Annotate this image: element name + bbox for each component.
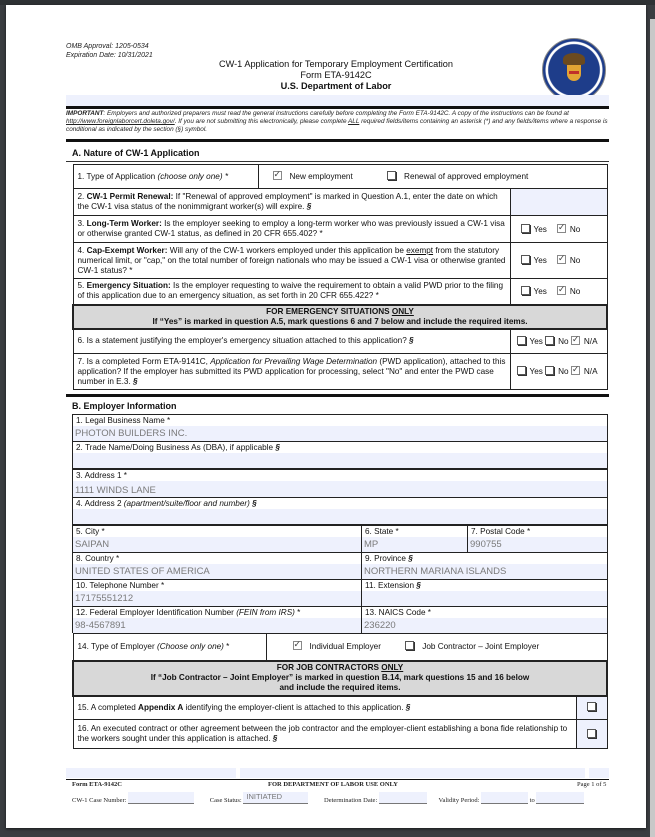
q14-options	[266, 634, 607, 661]
postal-code-field	[467, 525, 608, 552]
legal-business-name-field	[72, 414, 608, 441]
shield-icon	[567, 65, 581, 81]
validity-from-input[interactable]	[481, 792, 528, 804]
address2-input[interactable]	[73, 509, 607, 524]
state-input[interactable]: MP	[362, 537, 467, 552]
job-contractor-checkbox[interactable]	[405, 641, 414, 650]
section-b-table	[72, 633, 608, 749]
q15-text: 15. A completed Appendix A identifying the employer-client is attached to this application. §	[73, 696, 576, 720]
all-emphasis: ALL	[348, 118, 360, 125]
footer-fill-strip[interactable]	[66, 768, 236, 778]
form-title: CW-1 Application for Temporary Employment Certification	[218, 59, 454, 69]
expiration-date: Expiration Date: 10/31/2021	[66, 52, 153, 59]
field-label: 13. NAICS Code *	[362, 607, 607, 618]
individual-employer-option[interactable]: ✓ Individual Employer	[293, 642, 381, 651]
city-input[interactable]: SAIPAN	[73, 537, 361, 552]
divider	[66, 161, 609, 162]
q4-text: 4. Cap-Exempt Worker: Will any of the CW-1 workers employed under this application be exempt from the statutory numerical limit, or "cap," on the total number of foreign nationals who may be issued a CW-1 visa or otherwise granted CW-1 status? *	[73, 243, 510, 279]
instructions-link[interactable]: http://www.foreignlaborcert.doleta.gov/	[66, 118, 175, 125]
field-label: 1. Legal Business Name *	[73, 415, 607, 426]
emergency-situations-banner: FOR EMERGENCY SITUATIONS ONLY If “Yes” is marked in question A.5, mark questions 6 and 7 below and include the required items.	[73, 305, 607, 329]
q16-text: 16. An executed contract or other agreement between the job contractor and the employer-client establishing a bona fide relationship to the workers sought under this application is attached. §	[73, 720, 576, 749]
determination-date-label: Determination Date:	[324, 797, 378, 804]
job-contractor-option[interactable]: Job Contractor – Joint Employer	[405, 642, 539, 651]
q1-label: 1. Type of Application (choose only one) *	[73, 165, 258, 189]
q15-answer	[576, 696, 607, 720]
field-label: 6. State *	[362, 526, 467, 537]
q6-no-checkbox[interactable]	[545, 336, 554, 345]
scrollbar-track[interactable]	[650, 19, 655, 837]
country-input[interactable]: UNITED STATES OF AMERICA	[73, 564, 361, 579]
omb-approval: OMB Approval: 1205-0534	[66, 43, 149, 50]
legal-business-name-input[interactable]: PHOTON BUILDERS INC.	[73, 426, 607, 441]
to-label: to	[529, 797, 535, 804]
q4-no-checkbox[interactable]	[557, 255, 566, 264]
fein-field	[72, 606, 362, 633]
case-status-label: Case Status:	[209, 797, 242, 804]
field-label: 8. Country *	[73, 553, 361, 564]
pdf-page	[6, 5, 646, 828]
omb-info	[66, 42, 153, 60]
field-label: 3. Address 1 *	[73, 470, 607, 481]
field-label: 10. Telephone Number *	[73, 580, 361, 591]
validity-period-label: Validity Period:	[438, 797, 480, 804]
case-number-label: CW-1 Case Number:	[72, 797, 127, 804]
appendix-a-checkbox[interactable]	[587, 702, 596, 711]
q16-answer	[576, 720, 607, 749]
individual-employer-checkbox[interactable]	[293, 641, 302, 650]
field-label: 7. Postal Code *	[468, 526, 607, 537]
notice-text: required fields/items containing an asterisk (*) and any fields/items where a response is conditional as indicated by the section (§) symbol.	[66, 118, 608, 133]
telephone-field	[72, 579, 362, 606]
contract-attached-checkbox[interactable]	[587, 729, 596, 738]
form-number: Form ETA-9142C	[300, 70, 372, 80]
job-contractors-banner: FOR JOB CONTRACTORS ONLY If “Job Contractor – Joint Employer” is marked in question B.14, mark questions 15 and 16 below and include the required items.	[73, 661, 607, 696]
q2-text: 2. CW-1 Permit Renewal: If "Renewal of approved employment" is marked in Question A.1, enter the date on which the CW-1 visa status of the nonimmigrant worker(s) will expire. §	[73, 189, 510, 216]
validity-to-input[interactable]	[536, 792, 584, 804]
q3-answer: Yes ✓ No	[510, 216, 607, 243]
q5-answer: Yes ✓ No	[510, 279, 607, 305]
footer-form-number: Form ETA-9142C	[72, 781, 122, 788]
country-field	[72, 552, 362, 579]
important-lead: IMPORTANT	[66, 110, 104, 117]
field-label: 4. Address 2 (apartment/suite/floor and number) §	[73, 498, 607, 509]
province-field	[361, 552, 608, 579]
q6-na-checkbox[interactable]	[571, 336, 580, 345]
section-b-title: B. Employer Information	[72, 401, 177, 411]
important-notice	[66, 110, 609, 134]
q6-answer: Yes No ✓ N/A	[510, 329, 607, 354]
province-input[interactable]: NORTHERN MARIANA ISLANDS	[362, 564, 607, 579]
address1-input[interactable]: 1111 WINDS LANE	[73, 481, 607, 498]
agency-name: U.S. Department of Labor	[280, 81, 392, 91]
form-titles	[156, 59, 516, 92]
determination-date-input[interactable]	[379, 792, 427, 804]
field-label: 5. City *	[73, 526, 361, 537]
q7-answer: Yes No ✓ N/A	[510, 354, 607, 390]
notice-text: . If you are not submitting this electronically, please complete	[174, 118, 349, 125]
q3-no-checkbox[interactable]	[557, 224, 566, 233]
trade-name-field	[72, 441, 608, 469]
q3-text: 3. Long-Term Worker: Is the employer seeking to employ a long-term worker who was previously issued a CW-1 visa or otherwise granted CW-1 status, as defined in 20 CFR 655.402? *	[73, 216, 510, 243]
field-label: 12. Federal Employer Identification Number (FEIN from IRS) *	[73, 607, 361, 618]
q7-no-checkbox[interactable]	[545, 366, 554, 375]
q5-no-checkbox[interactable]	[557, 286, 566, 295]
trade-name-input[interactable]	[73, 453, 607, 468]
section-a-table	[72, 164, 608, 390]
extension-field	[361, 579, 608, 606]
postal-code-input[interactable]: 990755	[468, 537, 607, 552]
q3-yes-checkbox[interactable]	[521, 224, 530, 233]
divider	[66, 779, 609, 780]
vertical-scrollbar[interactable]	[649, 5, 655, 837]
section-a-title: A. Nature of CW-1 Application	[72, 148, 200, 158]
q4-answer: Yes ✓ No	[510, 243, 607, 279]
q6-text: 6. Is a statement justifying the employer's emergency situation attached to this application? §	[73, 329, 510, 354]
footer-page-number: Page 1 of 5	[577, 781, 607, 788]
state-field	[361, 525, 468, 552]
case-status-input[interactable]: INITIATED	[243, 792, 308, 804]
address2-field	[72, 497, 608, 525]
q7-na-checkbox[interactable]	[571, 366, 580, 375]
q5-yes-checkbox[interactable]	[521, 286, 530, 295]
footer-dol-use: FOR DEPARTMENT OF LABOR USE ONLY	[268, 781, 398, 788]
renewal-checkbox[interactable]	[387, 171, 396, 180]
q5-text: 5. Emergency Situation: Is the employer requesting to waive the requirement to obtain a valid PWD prior to the filing of this application due to an emergency situation, as set forth in 20 CFR 655.422? *	[73, 279, 510, 305]
divider	[66, 139, 609, 142]
case-number-input[interactable]	[128, 792, 194, 804]
dol-use-fields	[72, 792, 584, 804]
fein-input[interactable]: 98-4567891	[73, 618, 361, 633]
naics-input[interactable]: 236220	[362, 618, 607, 633]
divider	[66, 106, 609, 109]
q7-text: 7. Is a completed Form ETA-9141C, Application for Prevailing Wage Determination (PWD application), attached to this application? If the employer has submitted its PWD application for processing, select "No" and enter the PWD case number in E.3. §	[73, 354, 510, 390]
department-of-labor-seal-icon	[542, 38, 606, 102]
eagle-icon	[563, 53, 585, 65]
field-label: 11. Extension §	[362, 580, 607, 591]
q6-yes-checkbox[interactable]	[517, 336, 526, 345]
q1-options	[258, 165, 607, 189]
divider	[66, 394, 609, 397]
telephone-input[interactable]: 17175551212	[73, 591, 361, 606]
footer-fill-strip[interactable]	[240, 768, 585, 778]
naics-field	[361, 606, 608, 633]
field-label: 9. Province §	[362, 553, 607, 564]
renewal-option[interactable]: Renewal of approved employment	[387, 172, 528, 181]
q7-yes-checkbox[interactable]	[517, 366, 526, 375]
notice-text: : Employers and authorized preparers must read the general instructions carefully before completing the Form ETA-9142C. A copy of the instructions can be found at	[103, 110, 569, 117]
q4-yes-checkbox[interactable]	[521, 255, 530, 264]
extension-input[interactable]	[362, 591, 607, 606]
city-field	[72, 525, 362, 552]
header-fill-strip[interactable]	[66, 95, 609, 106]
renewal-expiry-date-input[interactable]	[510, 189, 607, 216]
address1-field	[72, 469, 608, 497]
footer-fill-strip[interactable]	[589, 768, 609, 778]
q14-label: 14. Type of Employer (Choose only one) *	[73, 634, 266, 661]
field-label: 2. Trade Name/Doing Business As (DBA), if applicable §	[73, 442, 607, 453]
new-employment-checkbox[interactable]	[273, 171, 282, 180]
new-employment-option[interactable]: ✓ New employment	[273, 172, 353, 181]
